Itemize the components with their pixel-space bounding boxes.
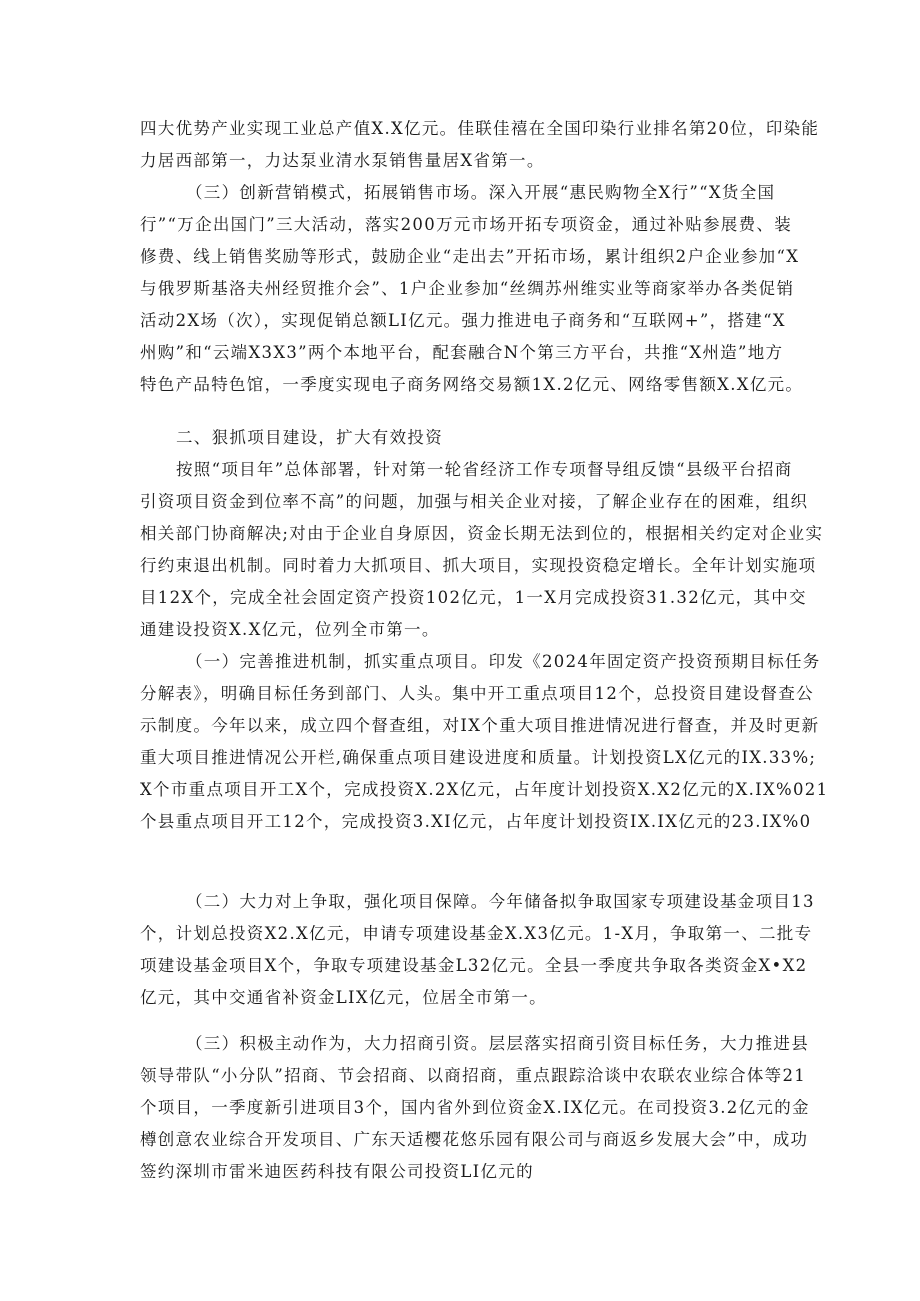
text-line: 樽创意农业综合开发项目、广东天适樱花悠乐园有限公司与商返乡发展大会”中，成功 — [140, 1130, 809, 1149]
text-line: （一）完善推进机制，抓实重点项目。印发《2024年固定资产投资预期目标任务 — [186, 652, 821, 671]
text-line: 按照“项目年”总体部署，针对第一轮省经济工作专项督导组反馈“县级平台招商 — [176, 460, 793, 479]
text-line: X个市重点项目开工X个，完成投资X.2X亿元，占年度计划投资X.X2亿元的X.IX%021 — [140, 780, 829, 799]
text-line: 亿元，其中交通省补资金LIX亿元，位居全市第一。 — [140, 988, 547, 1007]
text-line: 引资项目资金到位率不高”的问题，加强与相关企业对接，了解企业存在的困难，组织 — [140, 492, 809, 511]
text-line: （二）大力对上争取，强化项目保障。今年储备拟争取国家专项建设基金项目13 — [186, 892, 815, 911]
text-line: 与俄罗斯基洛夫州经贸推介会”、1户企业参加“丝绸苏州维实业等商家举办各类促销 — [140, 279, 795, 298]
text-line: （三）创新营销模式，拓展销售市场。深入开展“惠民购物全X行”“X货全国 — [186, 183, 776, 202]
text-line: （三）积极主动作为，大力招商引资。层层落实招商引资目标任务，大力推进县 — [186, 1034, 809, 1053]
text-line: 签约深圳市雷米迪医药科技有限公司投资LI亿元的 — [140, 1162, 534, 1181]
text-line: 领导带队“小分队”招商、节会招商、以商招商，重点跟踪洽谈中农联农业综合体等21 — [140, 1066, 807, 1085]
section-heading: 二、狠抓项目建设，扩大有效投资 — [176, 428, 443, 447]
text-line: 行”“万企出国门”三大活动，落实200万元市场开拓专项资金，通过补贴参展费、装 — [140, 215, 792, 234]
text-line: 活动2X场（次），实现促销总额LI亿元。强力推进电子商务和“互联网+”，搭建“X — [140, 311, 786, 330]
text-line: 力居西部第一，力达泵业清水泵销售量居X省第一。 — [140, 151, 545, 170]
text-line: 四大优势产业实现工业总产值X.X亿元。佳联佳禧在全国印染行业排名第20位，印染能 — [140, 119, 820, 138]
text-line: 分解表》，明确目标任务到部门、人头。集中开工重点项目12个，总投资目建设督查公 — [140, 684, 814, 703]
text-line: 个县重点项目开工12个，完成投资3.XI亿元，占年度计划投资IX.IX亿元的23.IX%0 — [140, 812, 812, 831]
text-line: 目12X个，完成全社会固定资产投资102亿元，1一X月完成投资31.32亿元，其中交 — [140, 588, 807, 607]
text-line: 个，计划总投资X2.X亿元，申请专项建设基金X.X3亿元。1-X月，争取第一、二批专 — [140, 924, 813, 943]
text-line: 州购”和“云端X3X3”两个本地平台，配套融合N个第三方平台，共推“X州造”地方 — [140, 343, 784, 362]
text-line: 重大项目推进情况公开栏,确保重点项目建设进度和质量。计划投资LX亿元的IX.33%; — [140, 748, 817, 767]
text-line: 示制度。今年以来，成立四个督查组，对IX个重大项目推进情况进行督查，并及时更新 — [140, 716, 820, 735]
text-line: 相关部门协商解决;对由于企业自身原因，资金长期无法到位的，根据相关约定对企业实 — [140, 524, 824, 543]
text-line: 修费、线上销售奖励等形式，鼓励企业“走出去”开拓市场，累计组织2户企业参加“X — [140, 247, 800, 266]
text-line: 特色产品特色馆，一季度实现电子商务网络交易额1X.2亿元、网络零售额X.X亿元。 — [140, 375, 804, 394]
text-line: 个项目，一季度新引进项目3个，国内省外到位资金X.IX亿元。在司投资3.2亿元的金 — [140, 1098, 810, 1117]
text-line: 行约束退出机制。同时着力大抓项目、抓大项目，实现投资稳定增长。全年计划实施项 — [140, 556, 817, 575]
text-line: 项建设基金项目X个，争取专项建设基金L32亿元。全县一季度共争取各类资金X•X2 — [140, 956, 808, 975]
text-line: 通建设投资X.X亿元，位列全市第一。 — [140, 620, 440, 639]
